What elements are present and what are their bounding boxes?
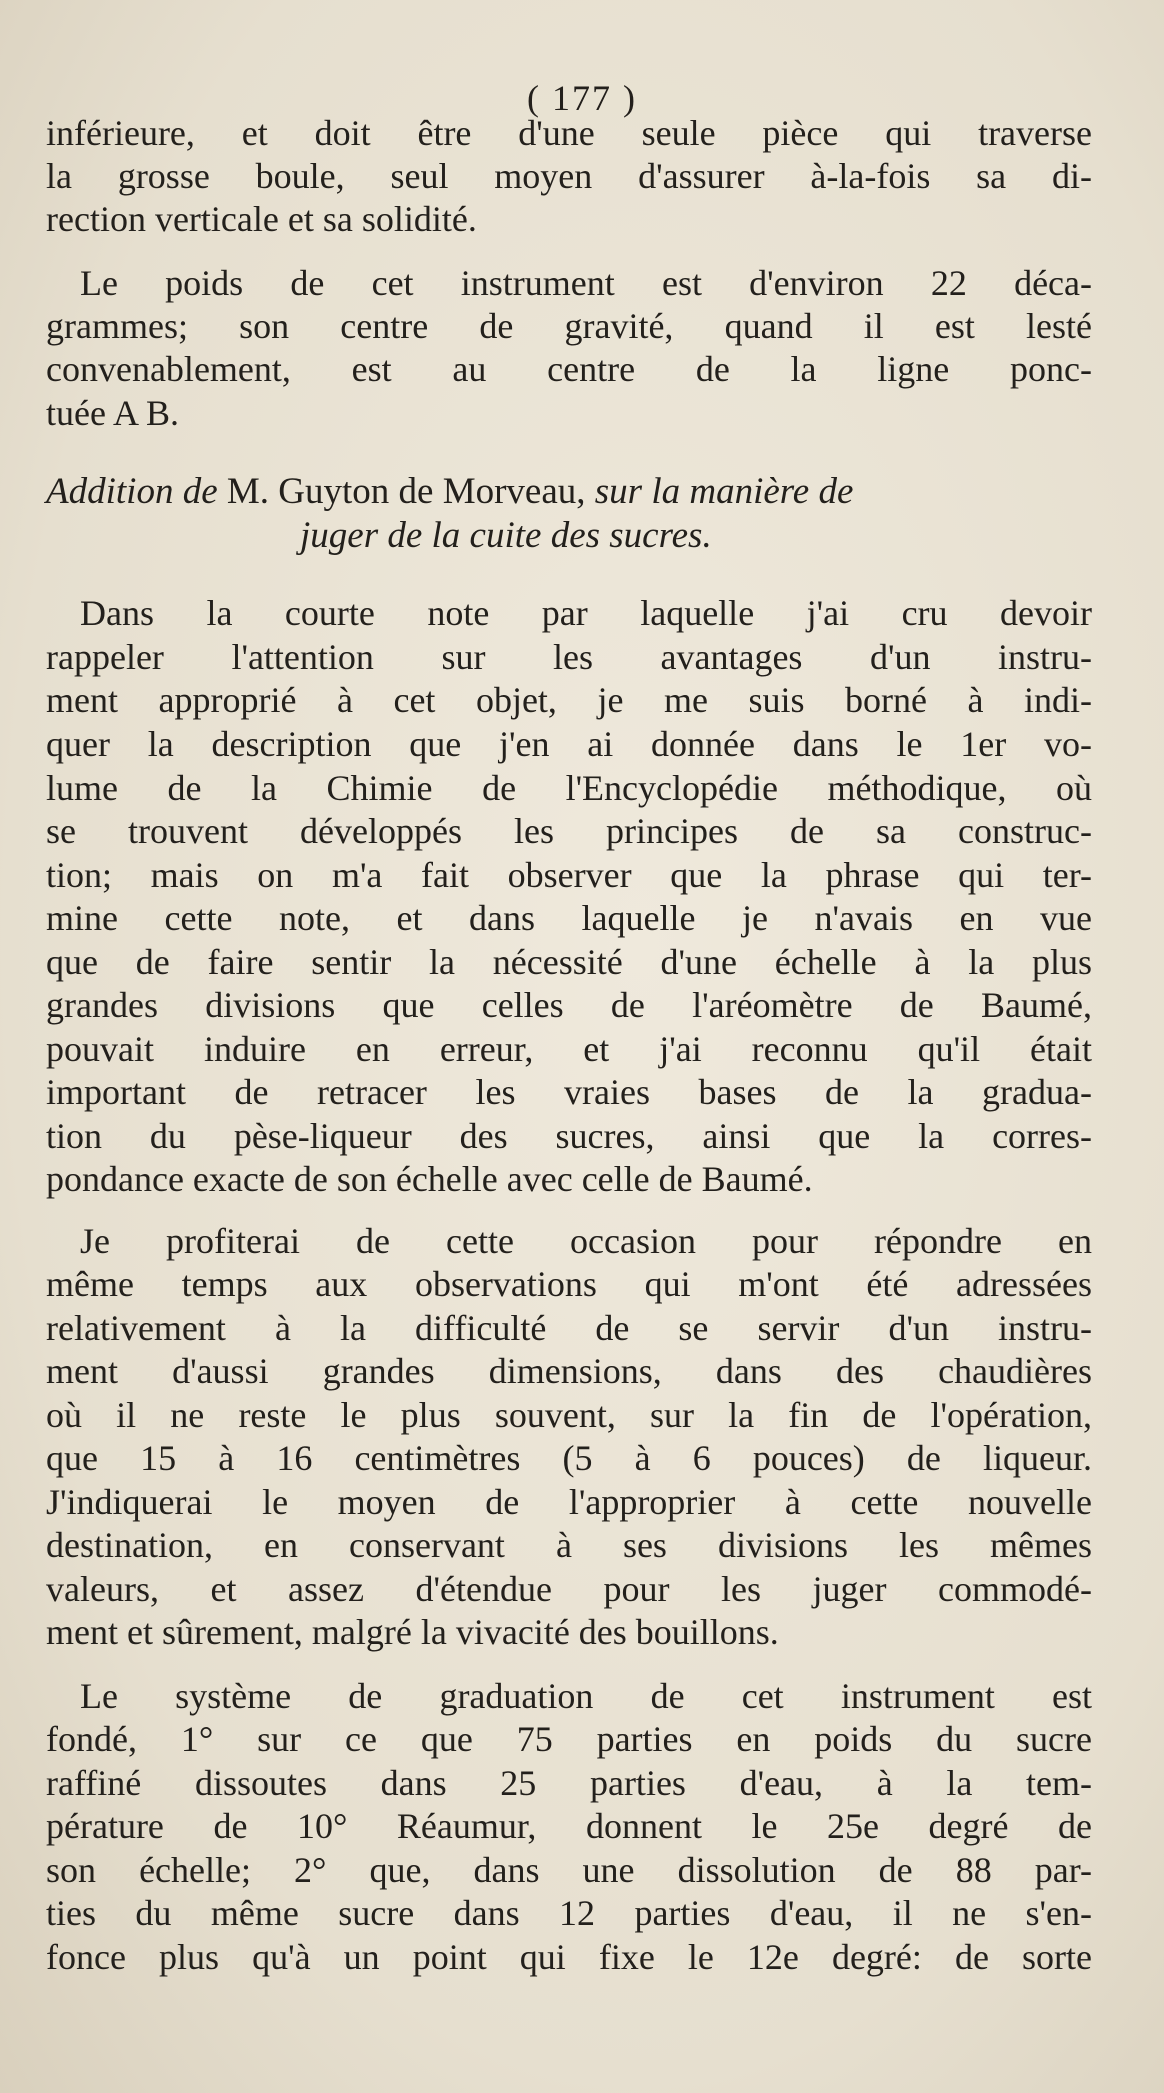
section-title-italic: sur la manière de <box>594 471 854 512</box>
section-title-italic: juger de la cuite des sucres. <box>300 515 712 556</box>
text-line: relativement à la difficulté de se servir d'un instru- <box>46 1308 1092 1348</box>
text-line: pondance exacte de son échelle avec celle de Baumé. <box>46 1159 813 1199</box>
text-line: que de faire sentir la nécessité d'une échelle à la plus <box>46 942 1092 982</box>
text-line: la grosse boule, seul moyen d'assurer à-la-fois sa di- <box>46 156 1092 196</box>
text-line: Le poids de cet instrument est d'environ 22 déca- <box>80 263 1092 303</box>
text-line: important de retracer les vraies bases de la gradua- <box>46 1072 1092 1112</box>
text-line: se trouvent développés les principes de sa construc- <box>46 811 1092 851</box>
text-line: même temps aux observations qui m'ont été adressées <box>46 1264 1092 1304</box>
text-line: rappeler l'attention sur les avantages d'un instru- <box>46 637 1092 677</box>
section-title-line2 <box>300 514 712 558</box>
text-line: ment et sûrement, malgré la vivacité des bouillons. <box>46 1612 779 1652</box>
text-line: destination, en conservant à ses divisions les mêmes <box>46 1525 1092 1565</box>
text-line: pérature de 10° Réaumur, donnent le 25e degré de <box>46 1806 1092 1846</box>
section-title-italic: Addition de <box>46 471 218 512</box>
text-line: tuée A B. <box>46 393 179 433</box>
text-line: fondé, 1° sur ce que 75 parties en poids du sucre <box>46 1719 1092 1759</box>
text-line: Dans la courte note par laquelle j'ai cru devoir <box>80 593 1092 633</box>
text-line: valeurs, et assez d'étendue pour les juger commodé- <box>46 1569 1092 1609</box>
text-line: ment approprié à cet objet, je me suis borné à indi- <box>46 680 1092 720</box>
text-line: où il ne reste le plus souvent, sur la fin de l'opération, <box>46 1395 1092 1435</box>
text-line: raffiné dissoutes dans 25 parties d'eau, à la tem- <box>46 1763 1092 1803</box>
text-line: pouvait induire en erreur, et j'ai reconnu qu'il était <box>46 1029 1092 1069</box>
text-line: grammes; son centre de gravité, quand il est lesté <box>46 306 1092 346</box>
text-line: J'indiquerai le moyen de l'approprier à cette nouvelle <box>46 1482 1092 1522</box>
text-line: ment d'aussi grandes dimensions, dans des chaudières <box>46 1351 1092 1391</box>
page-number: ( 177 ) <box>527 78 637 118</box>
text-line: fonce plus qu'à un point qui fixe le 12e degré: de sorte <box>46 1937 1092 1977</box>
text-line: rection verticale et sa solidité. <box>46 199 477 239</box>
text-line: que 15 à 16 centimètres (5 à 6 pouces) de liqueur. <box>46 1438 1092 1478</box>
text-line: mine cette note, et dans laquelle je n'avais en vue <box>46 898 1092 938</box>
text-line: tion; mais on m'a fait observer que la phrase qui ter- <box>46 855 1092 895</box>
section-title-author: M. Guyton de Morveau, <box>226 471 586 512</box>
text-line: inférieure, et doit être d'une seule pièce qui traverse <box>46 113 1092 153</box>
text-line: ties du même sucre dans 12 parties d'eau, il ne s'en- <box>46 1893 1092 1933</box>
text-line: grandes divisions que celles de l'aréomètre de Baumé, <box>46 985 1092 1025</box>
text-line: son échelle; 2° que, dans une dissolution de 88 par- <box>46 1850 1092 1890</box>
text-line: convenablement, est au centre de la ligne ponc- <box>46 349 1092 389</box>
text-line: Je profiterai de cette occasion pour répondre en <box>80 1221 1092 1261</box>
text-line: quer la description que j'en ai donnée dans le 1er vo- <box>46 724 1092 764</box>
section-title <box>46 470 853 514</box>
text-line: lume de la Chimie de l'Encyclopédie méthodique, où <box>46 768 1092 808</box>
text-line: tion du pèse-liqueur des sucres, ainsi que la corres- <box>46 1116 1092 1156</box>
text-line: Le système de graduation de cet instrument est <box>80 1676 1092 1716</box>
